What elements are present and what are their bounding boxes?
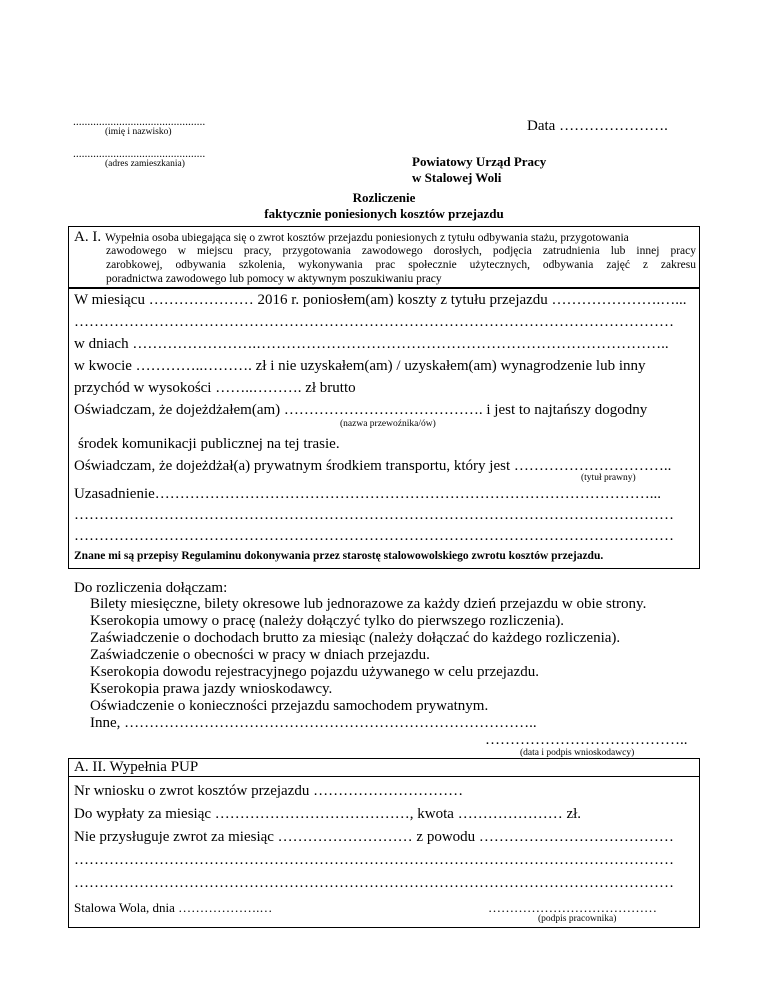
document-title: Rozliczenie: [352, 190, 416, 205]
section-a1-label: A. I.: [74, 229, 102, 245]
section-a1-desc-line3: zarobkowej, odbywania szkolenia, wykonywania prac społecznie użytecznych, odbywania zajęć z zakresu: [106, 259, 696, 271]
justification-dots-line-2[interactable]: …………………………………………………………………………………………………………: [74, 528, 674, 544]
commute-declaration[interactable]: Oświadczam, że dojeżdżałem(am) …………………………………. i jest to najtańszy dogodny: [74, 402, 648, 418]
refusal-dots-line-2[interactable]: …………………………………………………………………………………………………………: [74, 875, 674, 891]
payout-field[interactable]: Do wypłaty za miesiąc …………………………………, kwota ………………… zł.: [74, 806, 582, 822]
section-a1-first-line: [74, 228, 696, 246]
income-field[interactable]: przychód w wysokości ……..………. zł brutto: [74, 380, 356, 396]
address-dots[interactable]: ..............................................: [73, 148, 206, 160]
days-field[interactable]: w dniach …………………….………………………………………………………………………..: [74, 336, 669, 352]
date-field[interactable]: Data ………………….: [527, 118, 668, 134]
regulation-note: Znane mi są przepisy Regulaminu dokonywania przez starostę stalowowolskiego zwrotu kosztów przejazdu.: [74, 550, 604, 562]
document-subtitle: faktycznie poniesionych kosztów przejazdu: [264, 206, 504, 221]
application-number-field[interactable]: Nr wniosku o zwrot kosztów przejazdu …………………………: [74, 783, 464, 799]
name-caption: (imię i nazwisko): [105, 127, 172, 137]
applicant-signature-field[interactable]: …………………………………..: [485, 732, 688, 748]
section-a1-desc-line2: zawodowego w miejscu pracy, przygotowania zawodowego dorosłych, podjęcia zatrudnienia lub innej pracy: [106, 245, 696, 257]
attachment-item: Kserokopia prawa jazdy wnioskodawcy.: [90, 681, 333, 697]
attachment-other-field[interactable]: Inne, ………………………………………………………………………..: [90, 715, 537, 731]
address-caption: (adres zamieszkania): [105, 159, 185, 169]
refusal-dots-line-1[interactable]: …………………………………………………………………………………………………………: [74, 852, 674, 868]
amount-field[interactable]: w kwocie …………..………. zł i nie uzyskałem(am) / uzyskałem(am) wynagrodzenie lub inny: [74, 358, 646, 374]
carrier-caption: (nazwa przewoźnika/ów): [340, 419, 436, 429]
employee-signature-caption: (podpis pracownika): [538, 914, 617, 924]
place-date-field[interactable]: Stalowa Wola, dnia ……………….…: [74, 900, 273, 915]
refusal-field[interactable]: Nie przysługuje zwrot za miesiąc ……………………… z powodu …………………………………: [74, 829, 674, 845]
employee-signature-field[interactable]: …………………………………: [488, 900, 657, 915]
section-a1-desc-first: Wypełnia osoba ubiegająca się o zwrot kosztów przejazdu poniesionych z tytułu odbywania stażu, przygotowania: [105, 232, 629, 244]
attachment-item: Kserokopia dowodu rejestracyjnego pojazdu używanego w celu przejazdu.: [90, 664, 539, 680]
office-city: w Stalowej Woli: [412, 170, 502, 185]
section-a2-heading: A. II. Wypełnia PUP: [74, 759, 199, 775]
justification-field[interactable]: Uzasadnienie………………………………………………………………………………………...: [74, 486, 662, 502]
month-dots-line[interactable]: …………………………………………………………………………………………………………: [74, 314, 674, 330]
attachment-item: Zaświadczenie o obecności w pracy w dniach przejazdu.: [90, 647, 430, 663]
applicant-signature-caption: (data i podpis wnioskodawcy): [520, 748, 635, 758]
name-dots[interactable]: ..............................................: [73, 116, 206, 128]
private-transport-field[interactable]: Oświadczam, że dojeżdżał(a) prywatnym środkiem transportu, który jest …………………………..: [74, 458, 672, 474]
section-a1-desc-line4: poradnictwa zawodowego lub pomocy w aktywnym poszukiwaniu pracy: [106, 273, 442, 285]
attachment-item: Bilety miesięczne, bilety okresowe lub jednorazowe za każdy dzień przejazdu w obie strony.: [90, 596, 647, 612]
office-name: Powiatowy Urząd Pracy: [412, 154, 547, 169]
public-transport-line: środek komunikacji publicznej na tej trasie.: [78, 436, 340, 452]
month-field[interactable]: W miesiącu ………………… 2016 r. poniosłem(am) koszty z tytułu przejazdu ………………….…...: [74, 292, 687, 308]
legal-title-caption: (tytuł prawny): [581, 473, 636, 483]
attachments-heading: Do rozliczenia dołączam:: [74, 580, 228, 596]
attachment-item: Kserokopia umowy o pracę (należy dołączyć tylko do pierwszego rozliczenia).: [90, 613, 564, 629]
section-a2-divider: [68, 776, 700, 777]
attachment-item: Oświadczenie o konieczności przejazdu samochodem prywatnym.: [90, 698, 489, 714]
justification-dots-line-1[interactable]: …………………………………………………………………………………………………………: [74, 507, 674, 523]
attachment-item: Zaświadczenie o dochodach brutto za miesiąc (należy dołączać do każdego rozliczenia).: [90, 630, 621, 646]
